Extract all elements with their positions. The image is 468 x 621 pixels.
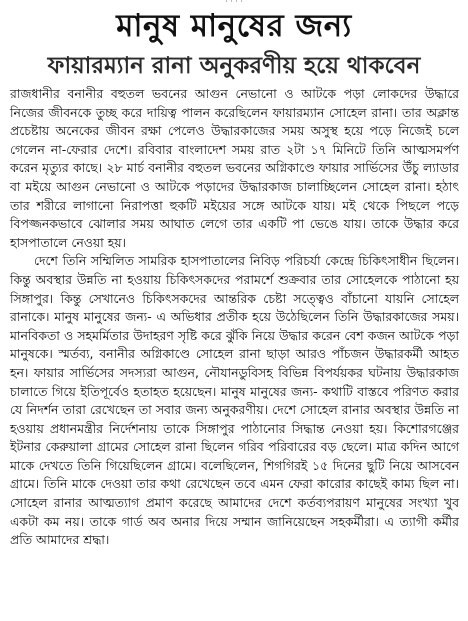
article-body bbox=[10, 85, 459, 550]
article-paragraph-2: দেশে তিনি সম্মিলিত সামরিক হাসপাতালের নিবিড় পরিচর্যা কেন্দ্রে চিকিৎসাধীন ছিলেন। কিন্তু অবস্থার উন্নতি না হওয়ায় চিকিৎসকদের পরামর্শে শুক্রবার তার সোহেলকে পাঠানো হয় সিঙ্গাপুর। কিন্তু সেখানেও চিকিৎসকদের আন্তরিক চেষ্টা সত্ত্বেও বাঁচানো যায়নি সোহেল রানাকে। মানুষ মানুষের জন্য- এ অভিধার প্রতীক হয়ে উঠেছিলেন তিনি উদ্ধারকাজের সময়। মানবিকতা ও সহমর্মিতার উদাহরণ সৃষ্টি করে ঝুঁকি নিয়ে উদ্ধার করেন বেশ কজন আটকে পড়া মানুষকে। স্মর্তব্য, বনানীর অগ্নিকাণ্ডে সোহেল রানা ছাড়া আরও পাঁচজন উদ্ধারকর্মী আহত হন। ফায়ার সার্ভিসের সদস্যরা আগুন, নৌযানডুবিসহ বিভিন্ন বিপর্যয়কর ঘটনায় উদ্ধারকাজ চালাতে গিয়ে ইতিপূর্বেও হতাহত হয়েছেন। মানুষ মানুষের জন্য- কথাটি বাস্তবে পরিণত করার যে নিদর্শন তারা রেখেছেন তা সবার জন্য অনুকরণীয়। দেশে সোহেল রানার অবস্থার উন্নতি না হওয়ায় প্রধানমন্ত্রীর নির্দেশনায় তাকে সিঙ্গাপুর পাঠানোর সিদ্ধান্ত নেওয়া হয়। কিশোরগঞ্জের ইটনার কেরুয়ালা গ্রামের সোহেল রানা ছিলেন গরিব পরিবারের বড় ছেলে। মাত্র কদিন আগে মাকে দেখতে তিনি গিয়েছিলেন গ্রামে। বলেছিলেন, শিগগিরই ১৫ দিনের ছুটি নিয়ে আসবেন গ্রামে। তিনি মাকে দেওয়া তার কথা রেখেছেন তবে এমন ফেরা কারোর কাছেই কাম্য ছিল না। সোহেল রানার আত্মত্যাগ প্রমাণ করেছে আমাদের দেশে কর্তব্যপরায়ণ মানুষের সংখ্যা খুব একটা কম নয়। তাকে গার্ড অব অনার দিয়ে সম্মান জানিয়েছেন সহকর্মীরা। এ ত্যাগী কর্মীর প্রতি আমাদের শ্রদ্ধা। bbox=[10, 253, 459, 548]
subheadline: ফায়ারম্যান রানা অনুকরণীয় হয়ে থাকবেন bbox=[47, 53, 421, 79]
page-top-strip: · · · · bbox=[225, 0, 243, 5]
article-paragraph-1: রাজধানীর বনানীর বহুতল ভবনের আগুন নেভানো ও আটকে পড়া লোকদের উদ্ধারে নিজের জীবনকে তুচ্ছ করে দায়িত্ব পালন করেছিলেন ফায়ারম্যান সোহেল রানা। তার অক্লান্ত প্রচেষ্টায় অনেকের জীবন রক্ষা পেলেও উদ্ধারকাজের সময় অসুস্থ হয়ে পড়ে নিজেই চলে গেলেন না-ফেরার দেশে। রবিবার বাংলাদেশ সময় রাত ২টা ১৭ মিনিটে তিনি আত্মসমর্পণ করেন মৃত্যুর কাছে। ২৮ মার্চ বনানীর বহুতল ভবনের অগ্নিকাণ্ডে ফায়ার সার্ভিসের উঁচু ল্যাডার বা মইয়ে আগুন নেভানো ও আটকে পড়াদের উদ্ধারকাজ চালাচ্ছিলেন সোহেল রানা। হঠাৎ তার শরীরে লাগানো নিরাপত্তা হুকটি মইয়ের সঙ্গে আটকে যায়। মই থেকে পিছলে পড়ে বিপজ্জনকভাবে ঝোলার সময় আঘাত লেগে তার একটি পা ভেঙে যায়। তাকে উদ্ধার করে হাসপাতালে নেওয়া হয়। bbox=[10, 86, 459, 250]
headline: মানুষ মানুষের জন্য bbox=[116, 8, 352, 44]
